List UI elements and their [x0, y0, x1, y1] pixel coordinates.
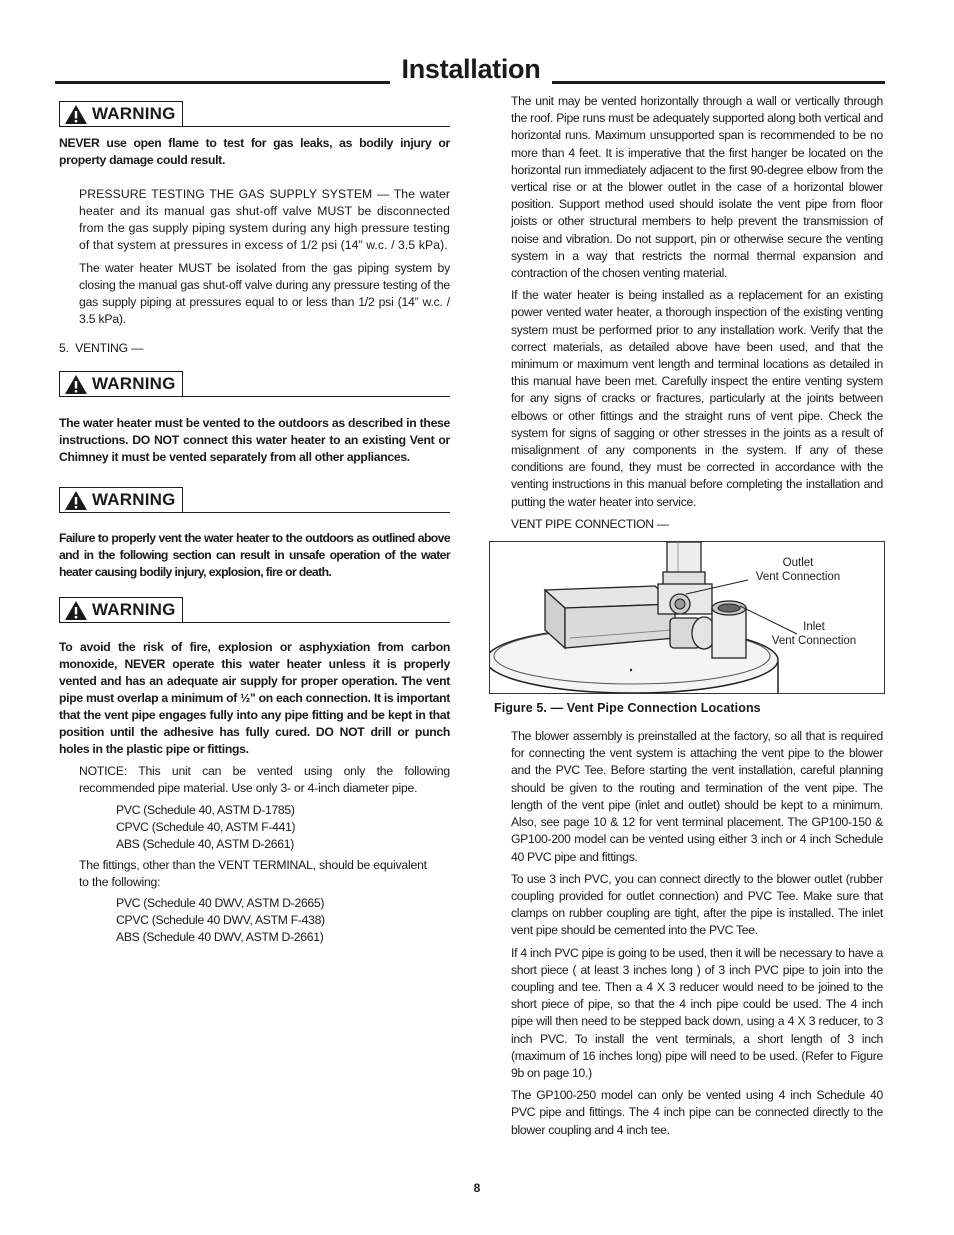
list-item: PVC (Schedule 40, ASTM D-1785) — [116, 803, 295, 817]
three-inch-pvc-paragraph: To use 3 inch PVC, you can connect directly to the blower outlet (rubber coupling provided for outlet connection) and PVC Tee. Make sure that clamps on rubber coupling are tight, after the pipe is installed. The inlet vent pipe should be cemented into the PVC Tee. — [511, 871, 883, 938]
page-title: Installation — [401, 54, 541, 84]
warning-text-vent-outdoors: The water heater must be vented to the outdoors as described in these instructions. DO NOT connect this water heater to an existing Vent or Chimney it must be vented separately from all other appliances. — [59, 416, 450, 464]
warning-box — [59, 597, 450, 623]
gp100-250-paragraph: The GP100-250 model can only be vented using 4 inch Schedule 40 PVC pipe and fittings. The 4 inch pipe can be connected directly to the blower coupling and 4 inch tee. — [511, 1088, 883, 1137]
warning-triangle-icon — [64, 104, 88, 125]
step-venting-heading: 5. VENTING — — [59, 341, 144, 355]
warning-text-gas-leaks: NEVER use open flame to test for gas leaks, as bodily injury or property damage could result. — [59, 136, 450, 167]
warning-text-carbon-monoxide: To avoid the risk of fire, explosion or asphyxiation from carbon monoxide, NEVER operate this water heater unless it is properly vented and has an adequate air supply for proper operation. The vent pipe must overlap a minimum of ½" on each connection. It is important that the vent pipe engages fully into any pipe fitting and be kept in that position until the adhesive has fully cured. DO NOT drill or punch holes in the plastic pipe or fittings. — [59, 640, 450, 756]
warning-triangle-icon — [64, 374, 88, 395]
list-item: ABS (Schedule 40 DWV, ASTM D-2661) — [116, 930, 324, 944]
list-item: PVC (Schedule 40 DWV, ASTM D-2665) — [116, 896, 325, 910]
figure-caption: Figure 5. — Vent Pipe Connection Locations — [494, 701, 761, 716]
header-rule-left — [55, 81, 390, 84]
fittings-list — [59, 895, 450, 946]
vent-connection-figure — [489, 541, 885, 694]
warning-box — [59, 101, 450, 127]
notice-paragraph: NOTICE: This unit can be vented using only the following recommended pipe material. Use only 3- or 4-inch diameter pipe. — [79, 764, 450, 795]
page-number: 8 — [473, 1181, 481, 1195]
fittings-intro: The fittings, other than the VENT TERMINAL, should be equivalent to the following: — [79, 858, 427, 889]
warning-label: WARNING — [92, 490, 176, 509]
outlet-vent-label: Outlet Vent Connection — [755, 557, 841, 583]
replacement-inspection-paragraph: If the water heater is being installed as a replacement for an existing power vented water heater, a thorough inspection of the existing venting system must be performed prior to any installation work. Verify that the correct materials, as detailed above have been used, and that the minimum or maximum vent length and terminal locations as detailed in this manual have been met. Carefully inspect the entire venting system for any signs of cracks or fractures, particularly at the joints between elbows or other fittings and the straight runs of vent pipe. Check the system for signs of sagging or other stresses in the joints as a result of misalignment of any components in the system. If any of these conditions are found, they must be corrected in accordance with the venting instructions in this manual before completing the installation and putting the water heater into service. — [511, 288, 883, 509]
pipe-materials-list — [59, 802, 450, 853]
venting-support-paragraph: The unit may be vented horizontally through a wall or vertically through the roof. Pipe runs must be adequately supported along both vertical and horizontal runs. Maximum unsupported span is recommended to be no more than 4 feet. It is imperative that the first hanger be located on the horizontal run immediately adjacent to the first 90-degree elbow from the vertical rise or at the blower outlet in the case of a horizontal blower position. Support method used should isolate the vent pipe from floor joists or other structural members to help prevent the transmission of noise and vibration. Do not support, pin or otherwise secure the venting system in a way that restricts the normal thermal expansion and contraction of the chosen venting material. — [511, 94, 883, 281]
warning-box — [59, 371, 450, 397]
page-header — [55, 56, 885, 86]
left-column — [59, 101, 450, 946]
list-item: ABS (Schedule 40, ASTM D-2661) — [116, 837, 294, 851]
warning-triangle-icon — [64, 600, 88, 621]
four-inch-pvc-paragraph: If 4 inch PVC pipe is going to be used, then it will be necessary to have a short piece ( at least 3 inches long ) of 3 inch PVC pipe to join into the coupling and tee. Then a 4 X 3 reducer would need to be joined to the short piece of pipe, so that the 4 inch pipe could be used. The 4 inch pipe will then need to be stepped back down, using a 4 X 3 reducer, to 3 inch PVC. To install the vent terminals, a short length of 3 inch (maximum of 16 inches long) pipe will need to be used. (Refer to Figure 9b on page 10.) — [511, 945, 883, 1080]
blower-assembly-paragraph: The blower assembly is preinstalled at the factory, so all that is required for connecting the vent system is attaching the vent pipe to the blower and the PVC Tee. Before starting the vent installation, careful planning should be given to the routing and termination of the vent pipe. The length of the vent pipe (inlet and outlet) should be kept to a minimum. Also, see page 10 & 12 for vent terminal placement. The GP100-150 & GP100-200 model can be vented using either 3 inch or 4 inch Schedule 40 PVC pipe and fittings. — [511, 729, 883, 864]
warning-label: WARNING — [92, 600, 176, 619]
pressure-testing-paragraph: PRESSURE TESTING THE GAS SUPPLY SYSTEM — The water heater and its manual gas shut-off valve MUST be disconnected from the gas supply piping system during any high pressure testing of that system at pressures in excess of 1/2 psi (14” w.c. / 3.5 kPa). — [79, 187, 450, 252]
warning-label: WARNING — [92, 104, 176, 123]
right-column — [489, 93, 883, 1139]
warning-box — [59, 487, 450, 513]
inlet-vent-label: Inlet Vent Connection — [771, 621, 857, 647]
header-rule-right — [552, 81, 885, 84]
warning-label: WARNING — [92, 374, 176, 393]
isolation-paragraph: The water heater MUST be isolated from the gas piping system by closing the manual gas shut-off valve during any pressure testing of the gas supply piping at pressures equal to or less than 1/2 psi (14” w.c. / 3.5 kPa). — [79, 261, 450, 326]
list-item: CPVC (Schedule 40 DWV, ASTM F-438) — [116, 913, 325, 927]
vent-pipe-connection-heading: VENT PIPE CONNECTION — — [511, 516, 669, 531]
list-item: CPVC (Schedule 40, ASTM F-441) — [116, 820, 296, 834]
warning-text-improper-vent: Failure to properly vent the water heater to the outdoors as outlined above and in the following section can result in unsafe operation of the water heater causing bodily injury, explosion, fire or death. — [59, 531, 450, 579]
warning-triangle-icon — [64, 490, 88, 511]
